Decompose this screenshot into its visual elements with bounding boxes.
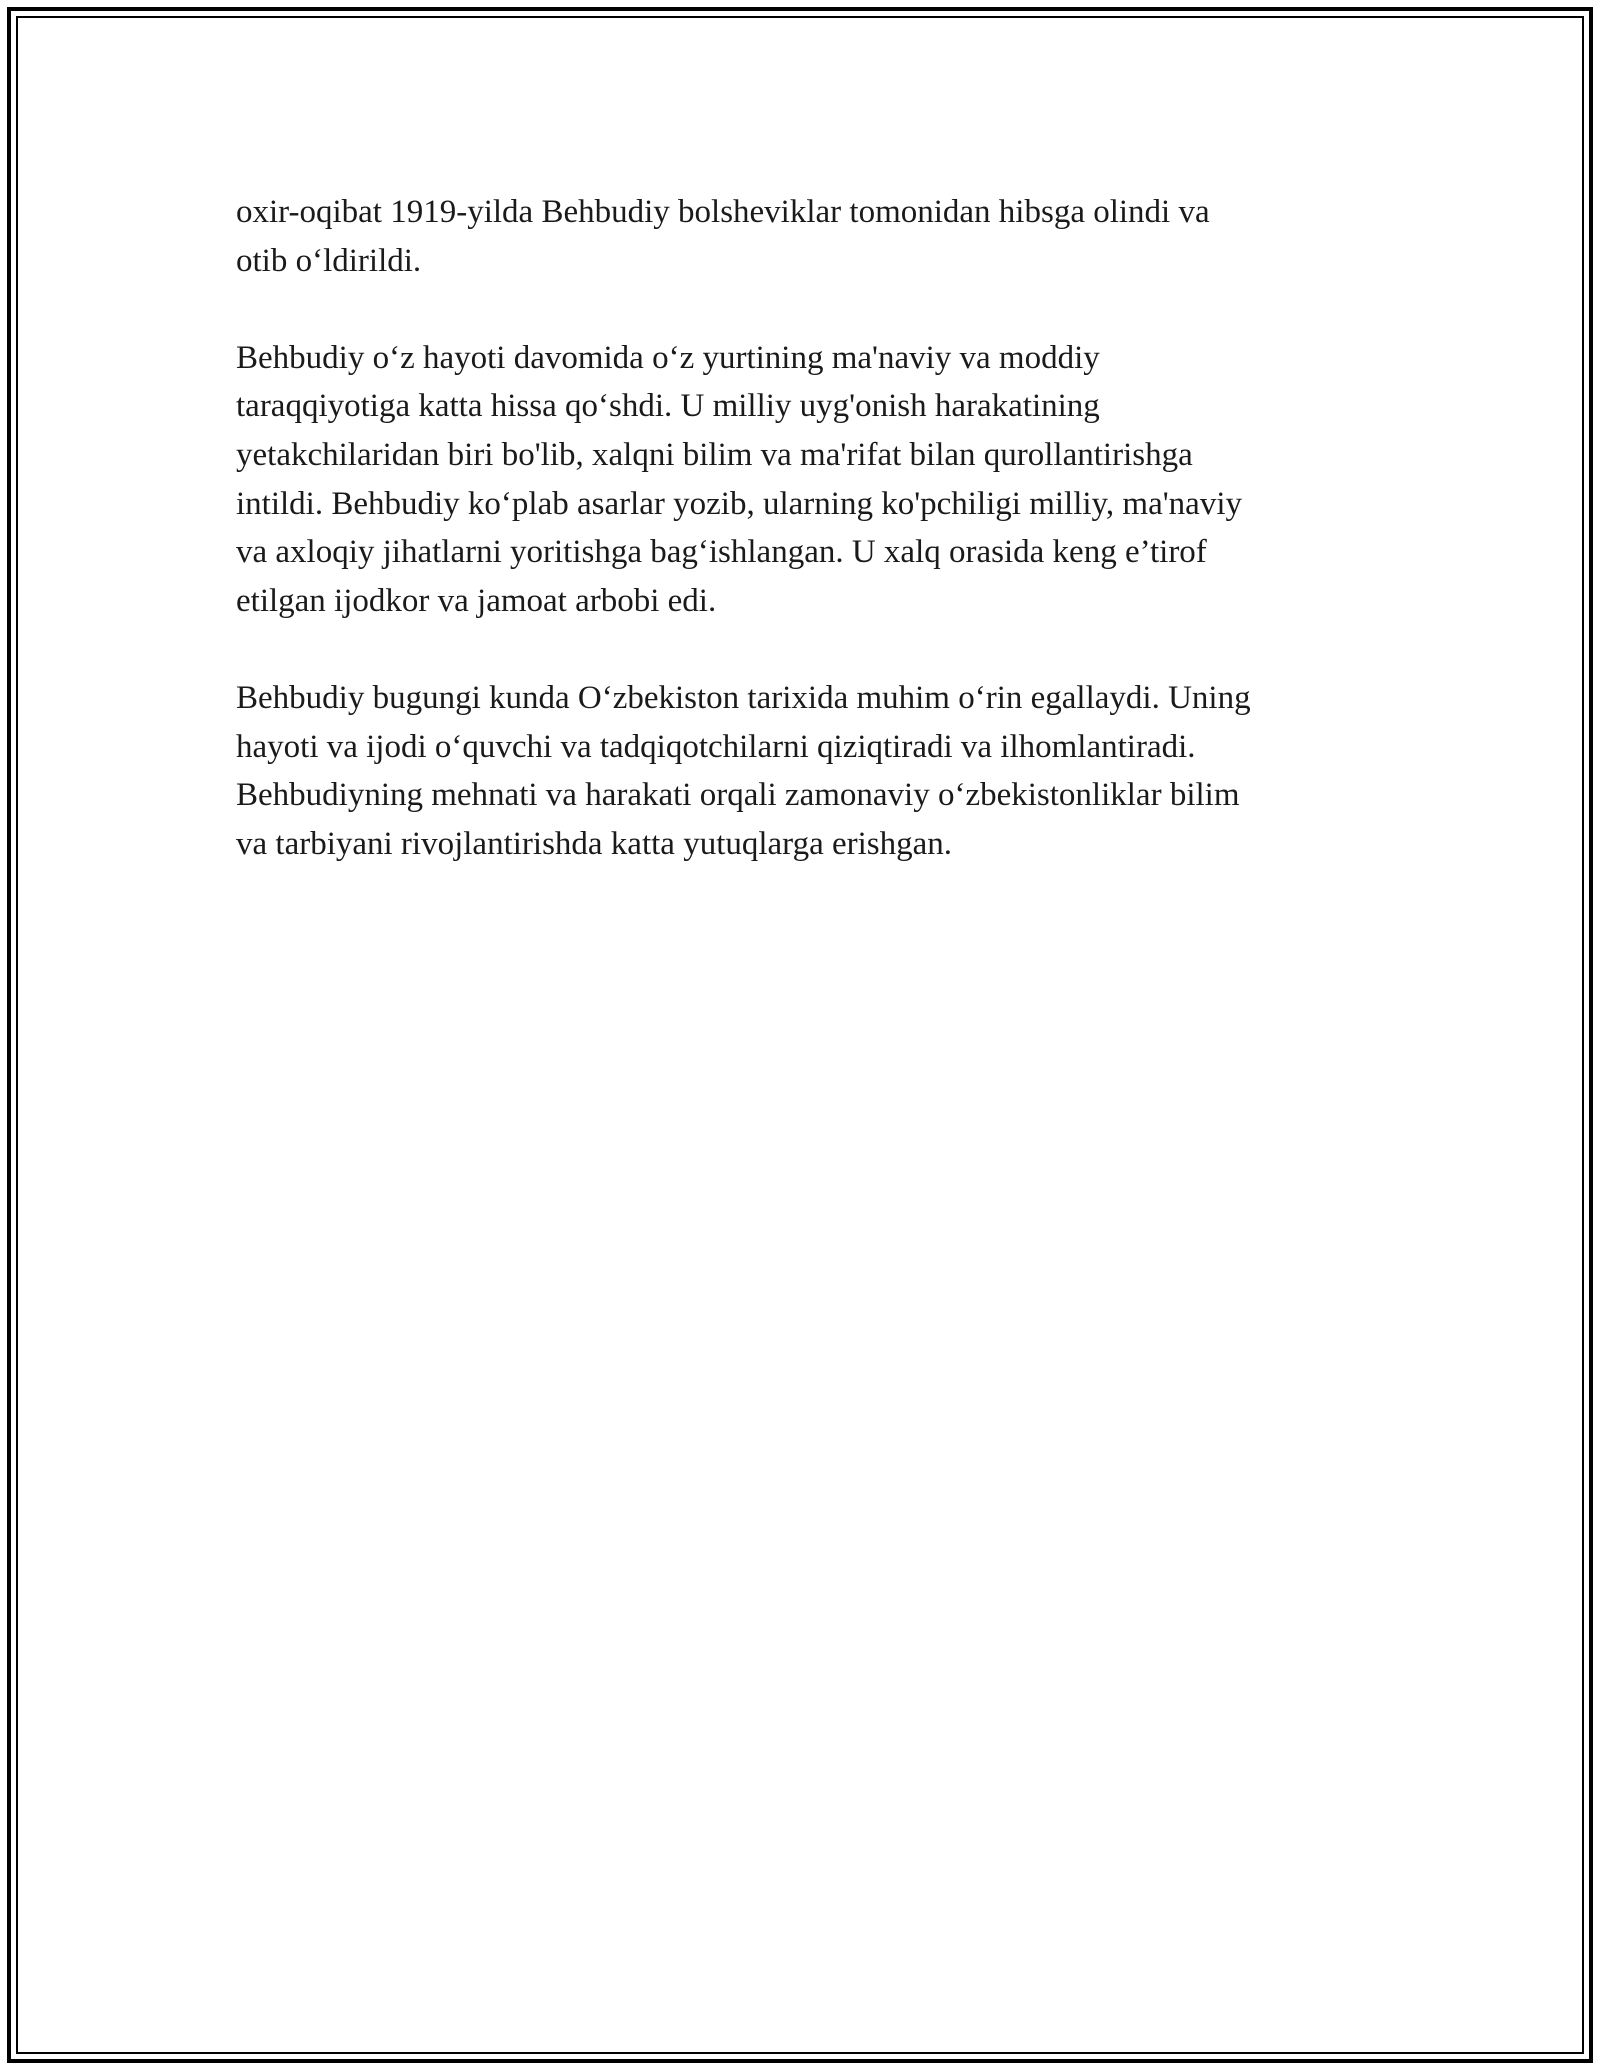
paragraph: oxir-oqibat 1919-yilda Behbudiy bolsheviklar tomonidan hibsga olindi va otib o‘ldirildi.	[236, 194, 1210, 279]
paragraph: Behbudiy bugungi kunda O‘zbekiston tarixida muhim o‘rin egallaydi. Uning hayoti va ijodi o‘quvchi va tadqiqotchilarni qiziqtiradi va ilhomlantiradi. Behbudiyning mehnati va harakati orqali zamonaviy o‘zbekistonliklar bilim va tarbiyani rivojlantirishda katta yutuqlarga erishgan.	[236, 679, 1251, 862]
document-body	[236, 188, 1386, 917]
paragraph: Behbudiy o‘z hayoti davomida o‘z yurtining ma'naviy va moddiy taraqqiyotiga katta hissa qo‘shdi. U milliy uyg'onish harakatining yetakchilaridan biri bo'lib, xalqni bilim va ma'rifat bilan qurollantirishga intildi. Behbudiy ko‘plab asarlar yozib, ularning ko'pchiligi milliy, ma'naviy va axloqiy jihatlarni yoritishga bag‘ishlangan. U xalq orasida keng e’tirof etilgan ijodkor va jamoat arbobi edi.	[236, 339, 1242, 619]
